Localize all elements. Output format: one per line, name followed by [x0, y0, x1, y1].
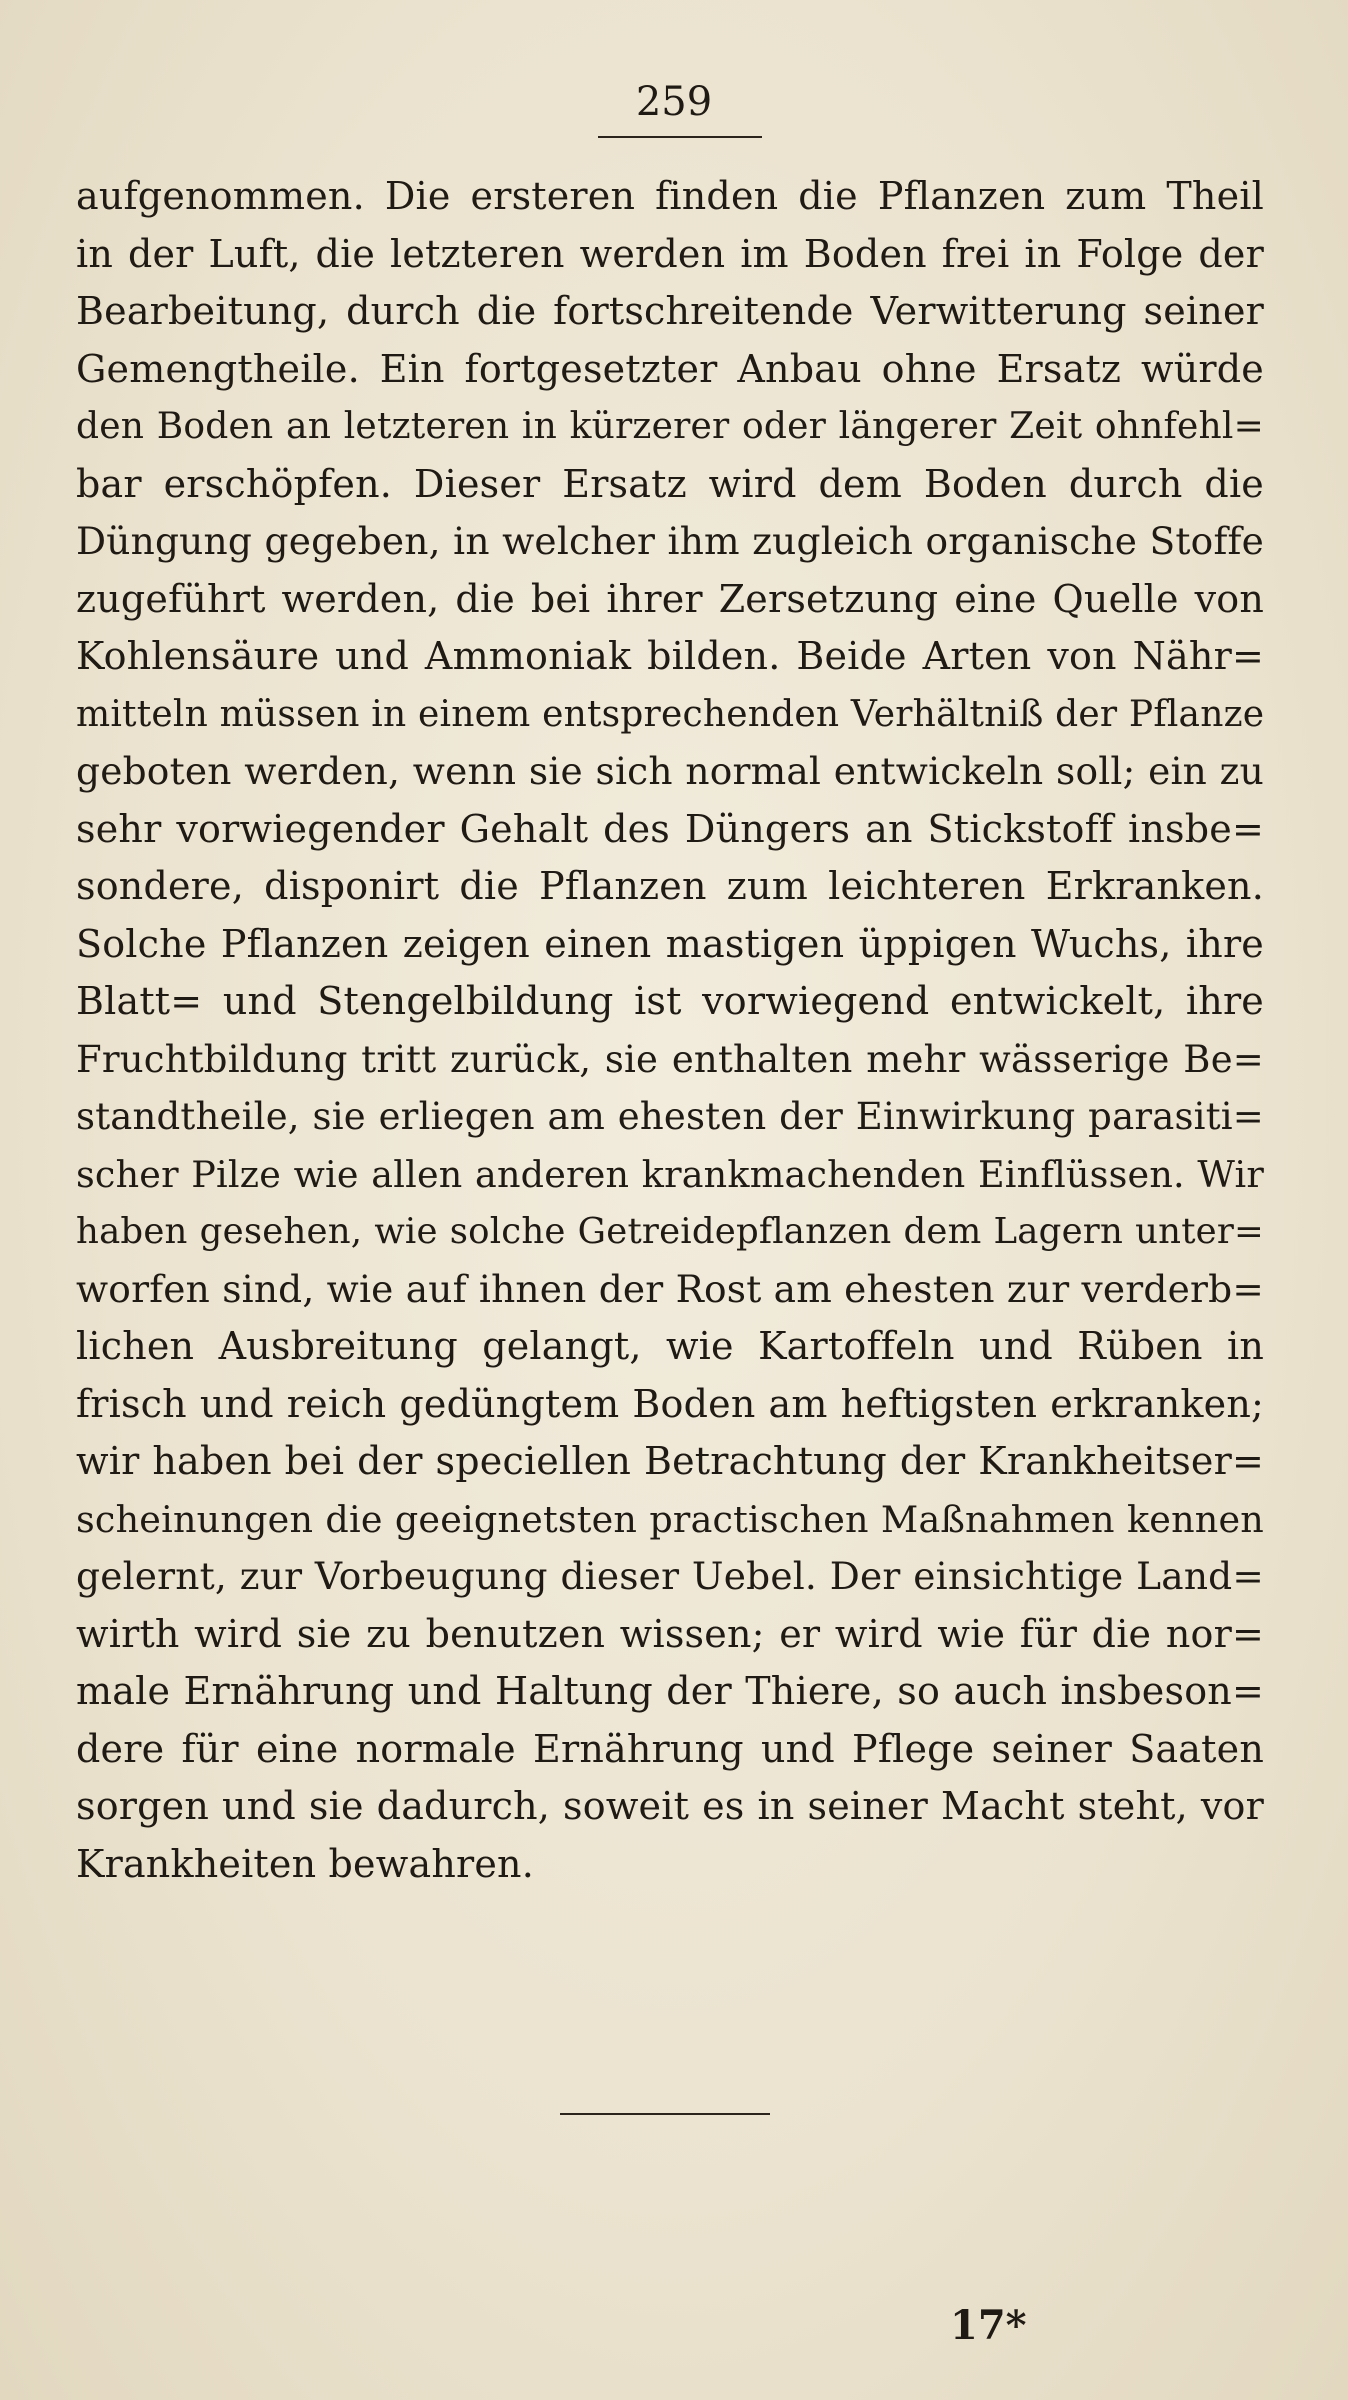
text-line: worfen sind, wie auf ihnen der Rost am ehesten zur verderb= [76, 1266, 1264, 1311]
signature-mark: 17* [950, 2302, 1027, 2349]
text-line: Gemengtheile. Ein fortgesetzter Anbau ohne Ersatz würde [76, 346, 1264, 391]
text-line: aufgenommen. Die ersteren finden die Pflanzen zum Theil [76, 174, 1264, 218]
text-line: haben gesehen, wie solche Getreidepflanzen dem Lagern unter= [76, 1211, 1264, 1252]
text-line: in der Luft, die letzteren werden im Boden frei in Folge der [76, 231, 1264, 276]
text-line: geboten werden, wenn sie sich normal entwickeln soll; ein zu [76, 749, 1264, 793]
text-line: dere für eine normale Ernährung und Pflege seiner Saaten [76, 1726, 1264, 1771]
text-line: Düngung gegeben, in welcher ihm zugleich organische Stoffe [76, 519, 1264, 563]
text-line: wir haben bei der speciellen Betrachtung der Krankheitser= [76, 1439, 1264, 1483]
text-line: lichen Ausbreitung gelangt, wie Kartoffeln und Rüben in [76, 1324, 1264, 1368]
end-rule [560, 2113, 770, 2115]
text-line: scheinungen die geeignetsten practischen Maßnahmen kennen [76, 1497, 1264, 1541]
text-line: gelernt, zur Vorbeugung dieser Uebel. Der einsichtige Land= [76, 1554, 1264, 1598]
text-line: scher Pilze wie allen anderen krankmachenden Einflüssen. Wir [76, 1152, 1264, 1196]
text-line: sorgen und sie dadurch, soweit es in seiner Macht steht, vor [76, 1784, 1264, 1828]
text-line: standtheile, sie erliegen am ehesten der Einwirkung parasiti= [76, 1095, 1264, 1138]
text-line: frisch und reich gedüngtem Boden am heftigsten erkranken; [76, 1381, 1264, 1426]
text-line: Fruchtbildung tritt zurück, sie enthalten mehr wässerige Be= [76, 1037, 1264, 1081]
text-line: Krankheiten bewahren. [76, 1841, 535, 1886]
text-line: Solche Pflanzen zeigen einen mastigen üppigen Wuchs, ihre [76, 921, 1264, 966]
header-rule [598, 136, 762, 138]
text-line: zugeführt werden, die bei ihrer Zersetzung eine Quelle von [76, 576, 1264, 621]
text-line: sondere, disponirt die Pflanzen zum leichteren Erkranken. [76, 864, 1264, 908]
text-line: wirth wird sie zu benutzen wissen; er wird wie für die nor= [76, 1611, 1264, 1656]
text-line: bar erschöpfen. Dieser Ersatz wird dem Boden durch die [76, 461, 1264, 506]
text-line: Blatt= und Stengelbildung ist vorwiegend entwickelt, ihre [76, 979, 1264, 1023]
text-line: sehr vorwiegender Gehalt des Düngers an Stickstoff insbe= [76, 806, 1264, 851]
text-line: den Boden an letzteren in kürzerer oder längerer Zeit ohnfehl= [76, 406, 1264, 447]
text-line: mitteln müssen in einem entsprechenden Verhältniß der Pflanze [76, 693, 1265, 735]
page-number: 259 [635, 79, 713, 125]
body-text [76, 168, 1264, 1893]
text-line: Kohlensäure und Ammoniak bilden. Beide Arten von Nähr= [76, 634, 1264, 678]
text-line: male Ernährung und Haltung der Thiere, so auch insbeson= [76, 1669, 1264, 1713]
text-line: Bearbeitung, durch die fortschreitende Verwitterung seiner [76, 289, 1264, 333]
